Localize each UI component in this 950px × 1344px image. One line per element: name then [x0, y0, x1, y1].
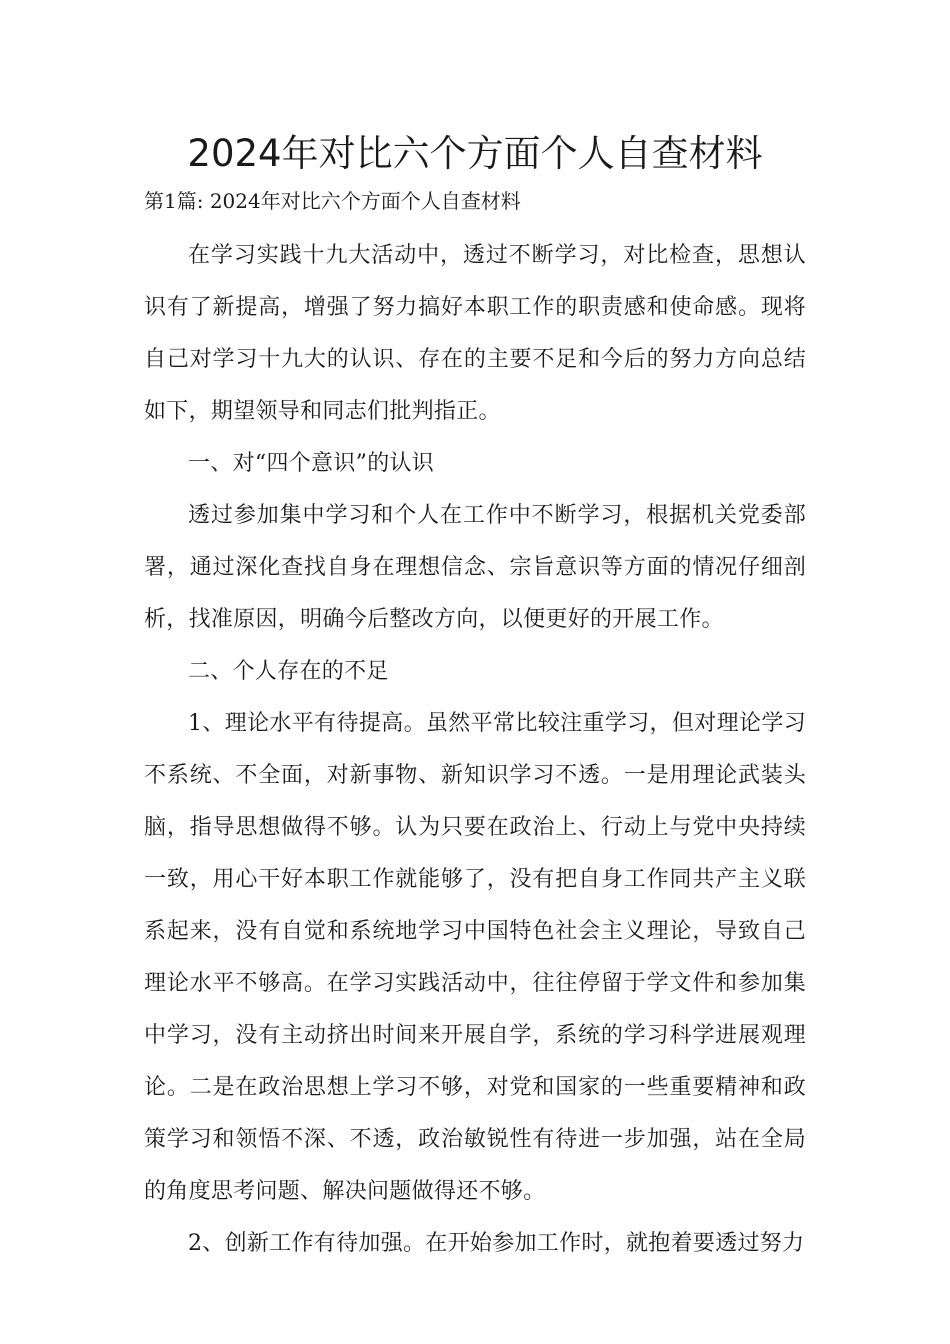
- paragraph-innovation: 2、创新工作有待加强。在开始参加工作时，就抱着要透过努力: [188, 1231, 805, 1256]
- document-subtitle: 第1篇: 2024年对比六个方面个人自查材料: [144, 189, 521, 213]
- paragraph-intro: 在学习实践十九大活动中，透过不断学习，对比检查，思想认识有了新提高，增强了努力搞好本职工作的职责感和使命感。现将自己对学习十九大的认识、存在的主要不足和今后的努力方向总结如下，期望领导和同志们批判指正。: [144, 243, 806, 424]
- document-title: 2024年对比六个方面个人自查材料: [187, 132, 763, 175]
- document-body: [144, 230, 806, 1270]
- paragraph-awareness: 透过参加集中学习和个人在工作中不断学习，根据机关党委部署，通过深化查找自身在理想信念、宗旨意识等方面的情况仔细剖析，找准原因，明确今后整改方向，以便更好的开展工作。: [144, 503, 806, 632]
- section-heading-shortcomings: 二、个人存在的不足: [188, 659, 389, 684]
- paragraph-theory-level: 1、理论水平有待提高。虽然平常比较注重学习，但对理论学习不系统、不全面，对新事物、新知识学习不透。一是用理论武装头脑，指导思想做得不够。认为只要在政治上、行动上与党中央持续一致，用心干好本职工作就能够了，没有把自身工作同共产主义联系起来，没有自觉和系统地学习中国特色社会主义理论，导致自己理论水平不够高。在学习实践活动中，往往停留于学文件和参加集中学习，没有主动挤出时间来开展自学，系统的学习科学进展观理论。二是在政治思想上学习不够，对党和国家的一些重要精神和政策学习和领悟不深、不透，政治敏锐性有待进一步加强，站在全局的角度思考问题、解决问题做得还不够。: [144, 711, 806, 1204]
- section-heading-awareness: 一、对“四个意识”的认识: [188, 451, 435, 476]
